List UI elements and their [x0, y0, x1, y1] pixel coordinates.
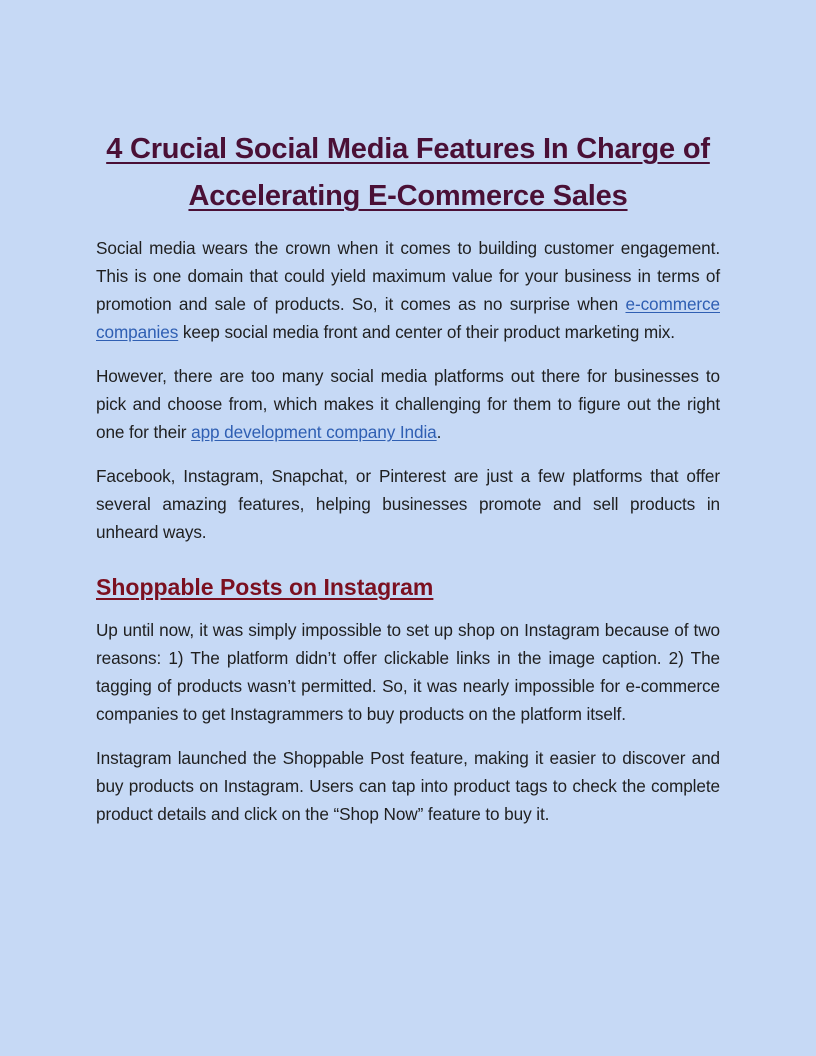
- paragraph-text: .: [436, 422, 442, 442]
- document-content: [96, 126, 720, 844]
- paragraph-text: However, there are too many social media platforms out there for businesses to pick and choose from, which makes it challenging for them to figure out the right one for their: [96, 366, 720, 442]
- intro-paragraph: [96, 234, 720, 346]
- examples-paragraph: Facebook, Instagram, Snapchat, or Pinterest are just a few platforms that offer several amazing features, helping businesses promote and sell products in unheard ways.: [96, 466, 720, 542]
- document-title: 4 Crucial Social Media Features In Charge of Accelerating E-Commerce Sales: [106, 133, 710, 212]
- section-heading: Shoppable Posts on Instagram: [96, 574, 434, 600]
- paragraph-text: keep social media front and center of their product marketing mix.: [178, 322, 675, 342]
- platforms-paragraph: [96, 362, 720, 446]
- section-paragraph: Up until now, it was simply impossible to set up shop on Instagram because of two reasons: 1) The platform didn’t offer clickable links in the image caption. 2) The tagging of products wasn’t permitted. So, it was nearly impossible for e-commerce companies to get Instagrammers to buy products on the platform itself.: [96, 620, 720, 724]
- paragraph-text: Social media wears the crown when it comes to building customer engagement. This is one domain that could yield maximum value for your business in terms of promotion and sale of products. So, it comes as no surprise when: [96, 238, 720, 314]
- section-paragraph: Instagram launched the Shoppable Post feature, making it easier to discover and buy products on Instagram. Users can tap into product tags to check the complete product details and click on the “Shop Now” feature to buy it.: [96, 748, 720, 824]
- app-development-company-link[interactable]: app development company India: [191, 422, 437, 442]
- e-commerce-companies-link[interactable]: e-commerce companies: [96, 294, 720, 342]
